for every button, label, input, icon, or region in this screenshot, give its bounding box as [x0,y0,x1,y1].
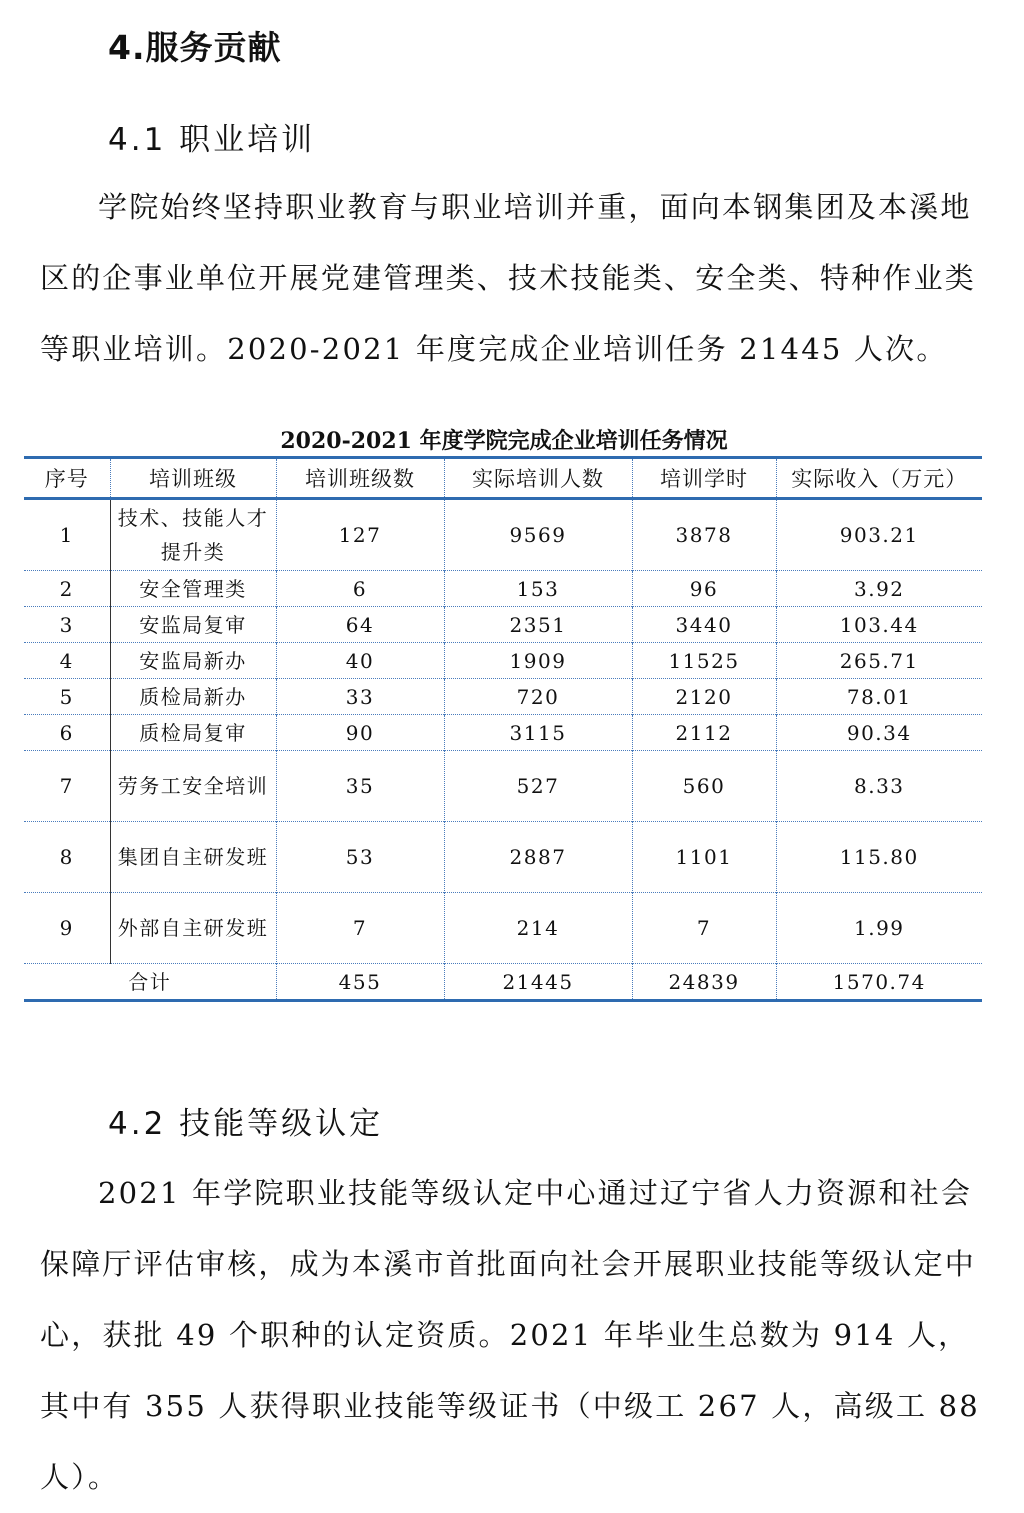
cell-name: 安监局复审 [110,607,276,643]
total-hours: 24839 [632,964,776,1001]
header-class-count: 培训班级数 [276,458,444,499]
cell-classes: 35 [276,751,444,822]
cell-classes: 127 [276,499,444,571]
table-caption: 2020-2021 年度学院完成企业培训任务情况 [280,428,728,454]
cell-name: 集团自主研发班 [110,822,276,893]
cell-hours: 2120 [632,679,776,715]
cell-people: 527 [444,751,632,822]
cell-people: 2351 [444,607,632,643]
cell-hours: 3440 [632,607,776,643]
table-row [24,893,982,964]
cell-name: 外部自主研发班 [110,893,276,964]
cell-people: 720 [444,679,632,715]
cell-classes: 64 [276,607,444,643]
table-row [24,751,982,822]
table-row [24,571,982,607]
cell-hours: 2112 [632,715,776,751]
cell-no: 3 [24,607,110,643]
cell-income: 3.92 [776,571,982,607]
cell-income: 90.34 [776,715,982,751]
cell-people: 214 [444,893,632,964]
cell-no: 6 [24,715,110,751]
total-people: 21445 [444,964,632,1001]
cell-no: 8 [24,822,110,893]
header-hours: 培训学时 [632,458,776,499]
cell-people: 2887 [444,822,632,893]
table-row [24,607,982,643]
cell-people: 1909 [444,643,632,679]
cell-name: 安全管理类 [110,571,276,607]
cell-name: 技术、技能人才提升类 [110,499,276,571]
cell-people: 153 [444,571,632,607]
cell-income: 8.33 [776,751,982,822]
cell-hours: 7 [632,893,776,964]
table-total-row [24,964,982,1001]
cell-no: 2 [24,571,110,607]
cell-classes: 7 [276,893,444,964]
table-row [24,679,982,715]
cell-classes: 33 [276,679,444,715]
cell-classes: 40 [276,643,444,679]
cell-no: 5 [24,679,110,715]
cell-name: 安监局新办 [110,643,276,679]
section-heading-4-2: 4.2 技能等级认定 [108,1106,384,1142]
total-classes: 455 [276,964,444,1001]
table-row [24,715,982,751]
cell-name: 质检局新办 [110,679,276,715]
header-people: 实际培训人数 [444,458,632,499]
cell-no: 9 [24,893,110,964]
table-row [24,822,982,893]
cell-income: 265.71 [776,643,982,679]
table-row [24,643,982,679]
section-heading-4-1: 4.1 职业培训 [108,122,316,158]
cell-hours: 96 [632,571,776,607]
cell-hours: 1101 [632,822,776,893]
header-income: 实际收入（万元） [776,458,982,499]
cell-classes: 6 [276,571,444,607]
cell-income: 903.21 [839,523,919,547]
cell-name: 质检局复审 [110,715,276,751]
cell-people: 3115 [444,715,632,751]
cell-hours: 3878 [632,499,776,571]
cell-hours: 560 [632,751,776,822]
cell-classes: 90 [276,715,444,751]
certification-paragraph: 2021 年学院职业技能等级认定中心通过辽宁省人力资源和社会保障厅评估审核，成为本溪市首批面向社会开展职业技能等级认定中心，获批 49 个职种的认定资质。2021 年毕业生总数为 914 人，其中有 355 人获得职业技能等级证书（中级工 267 人，高级工 88 人）。 [40,1176,980,1494]
table-row [24,499,982,571]
cell-no: 1 [24,499,110,571]
training-paragraph: 学院始终坚持职业教育与职业培训并重，面向本钢集团及本溪地区的企事业单位开展党建管理类、技术技能类、安全类、特种作业类等职业培训。2020-2021 年度完成企业培训任务 21445 人次。 [40,190,977,366]
cell-people: 9569 [444,499,632,571]
cell-income: 115.80 [776,822,982,893]
cell-no: 7 [24,751,110,822]
training-table [24,456,982,1002]
table-header-row [24,458,982,499]
header-no: 序号 [24,458,110,499]
section-heading-4: 4.服务贡献 [108,28,282,67]
cell-income: 103.44 [776,607,982,643]
cell-name: 劳务工安全培训 [110,751,276,822]
total-income: 1570.74 [776,964,982,1001]
cell-classes: 53 [276,822,444,893]
cell-income: 1.99 [776,893,982,964]
header-class-name: 培训班级 [110,458,276,499]
cell-hours: 11525 [632,643,776,679]
cell-income: 78.01 [776,679,982,715]
total-label: 合计 [24,964,276,1001]
cell-no: 4 [24,643,110,679]
